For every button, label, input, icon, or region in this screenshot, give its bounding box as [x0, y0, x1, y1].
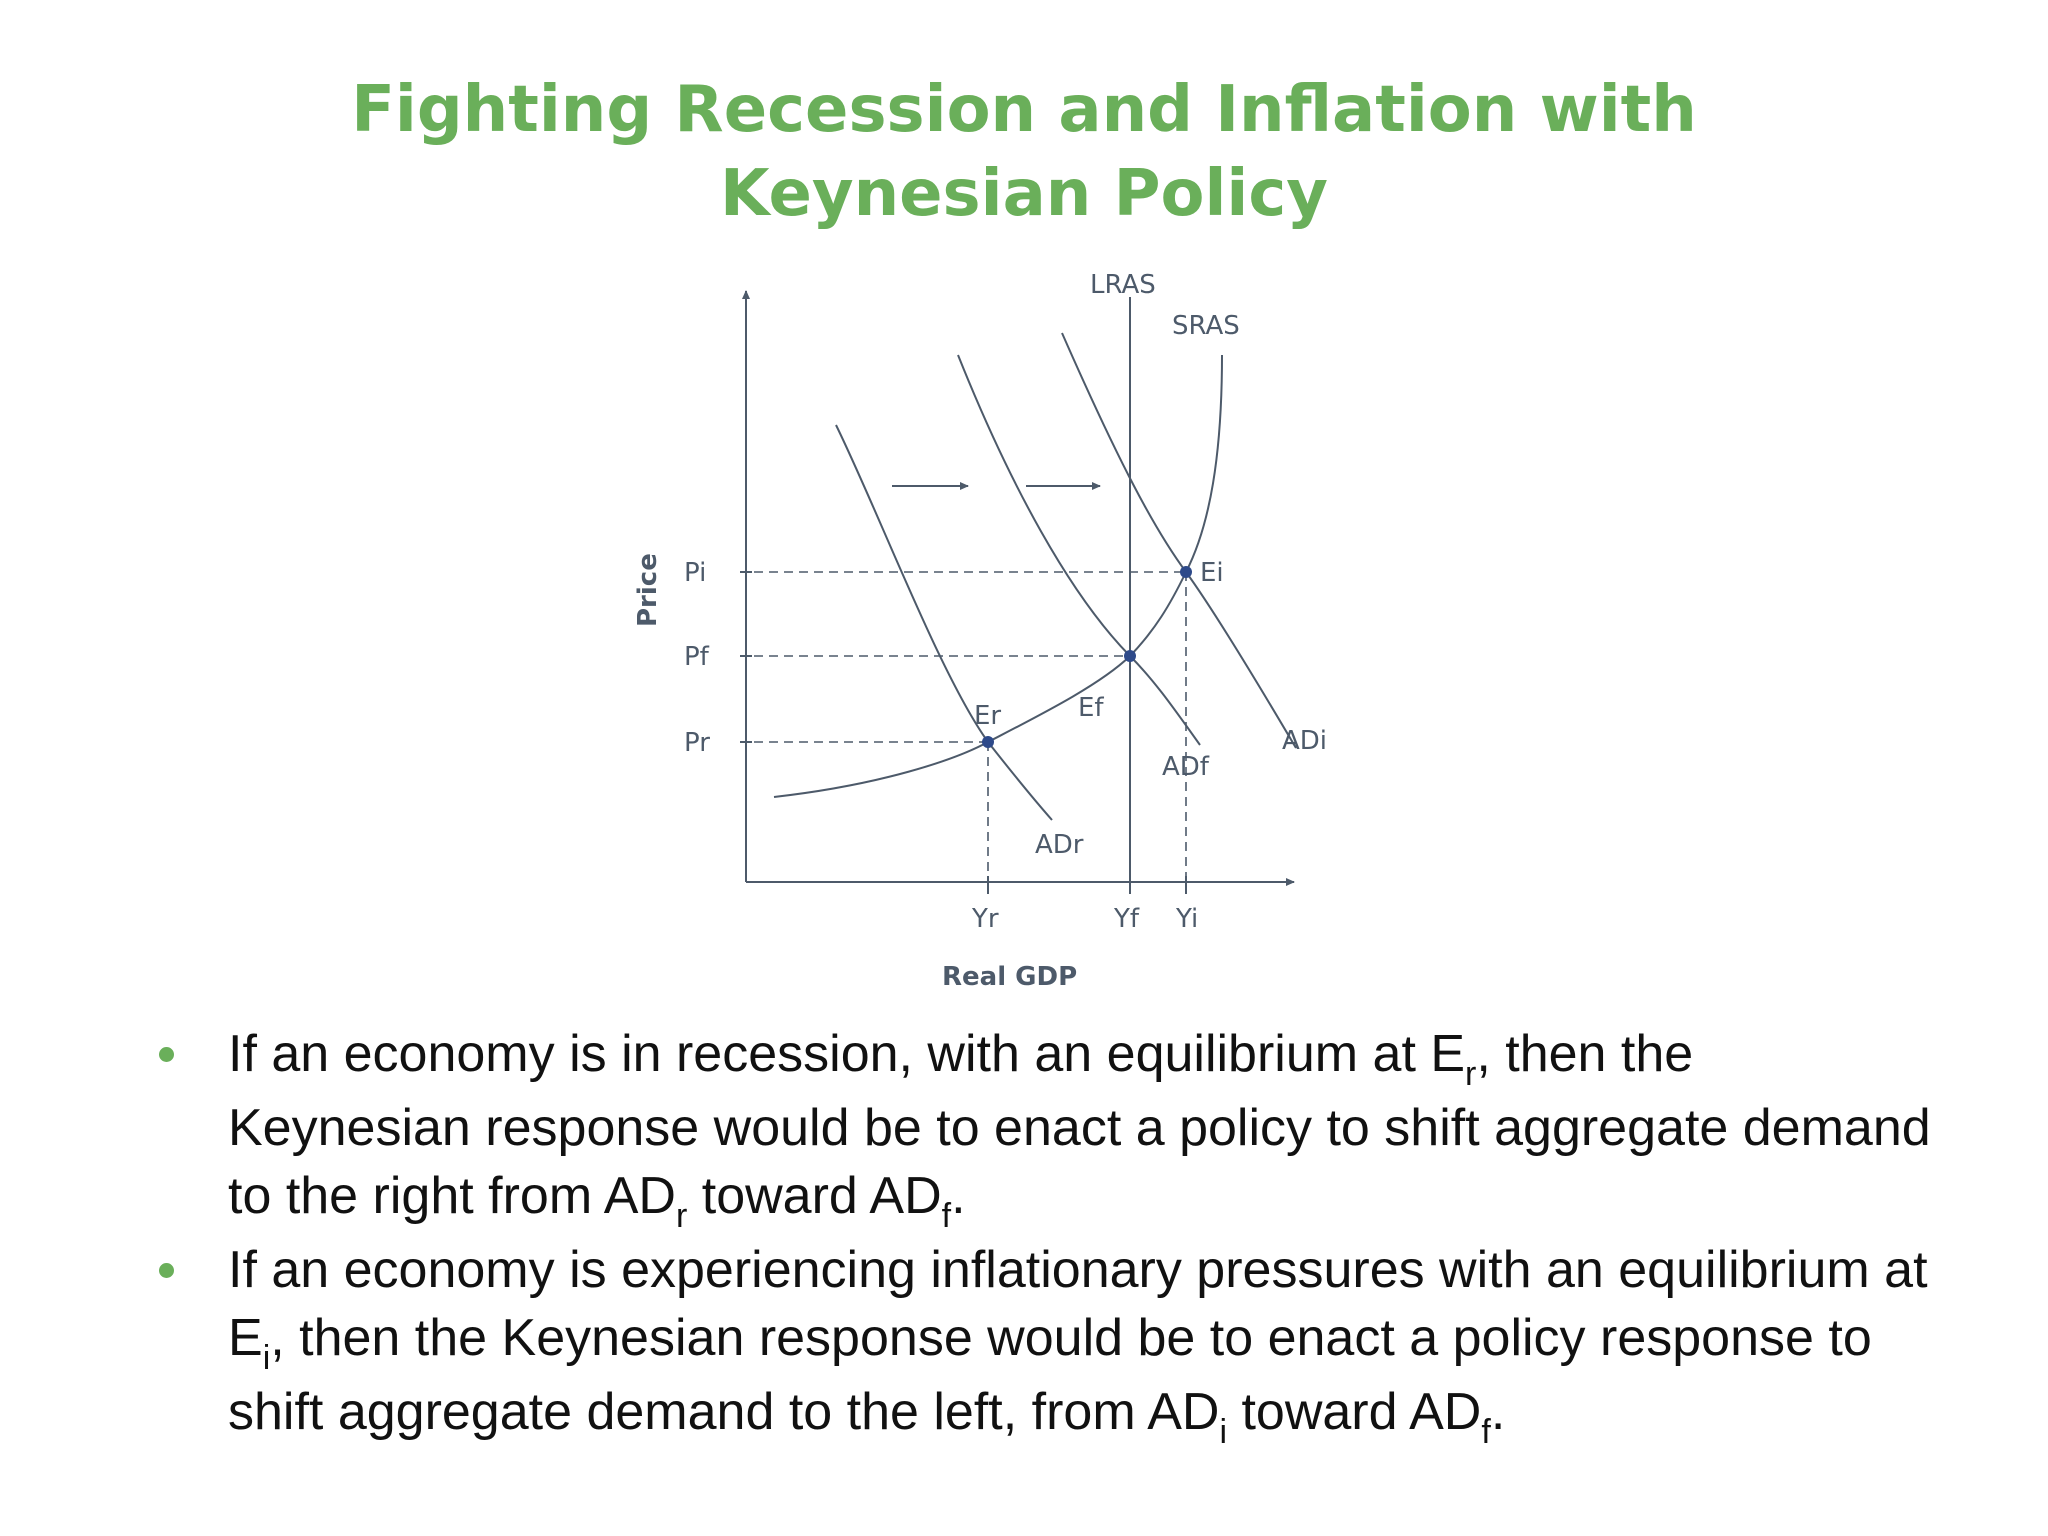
subscript-text: r: [675, 1197, 688, 1235]
er-point: [982, 736, 994, 748]
er-label: Er: [974, 701, 1002, 731]
bullet-text: If an economy is experiencing inflationary pressures with an equilibrium at E: [228, 1241, 1928, 1367]
ef-label: Ef: [1078, 693, 1104, 723]
subscript-text: f: [941, 1197, 952, 1235]
y-axis-label: Price: [633, 553, 663, 627]
tick-marks: [740, 572, 1186, 894]
title-line-2: Keynesian Policy: [719, 157, 1329, 231]
bullet-dot-icon: [159, 1263, 174, 1278]
subscript-text: r: [1465, 1055, 1477, 1093]
ef-point: [1124, 650, 1136, 662]
ad-as-diagram: [600, 255, 1360, 1005]
guide-lines: [754, 572, 1186, 882]
x-axis-label: Real GDP: [942, 962, 1078, 992]
ei-point: [1180, 566, 1192, 578]
subscript-text: i: [262, 1339, 271, 1377]
bullet-list: [148, 1020, 1948, 1452]
yf-label: Yf: [1114, 904, 1140, 934]
bullet-text: .: [951, 1167, 966, 1225]
bullet-dot-icon: [159, 1047, 174, 1062]
bullet-text: .: [1490, 1383, 1506, 1441]
pf-label: Pf: [684, 642, 709, 672]
slide-title: [0, 68, 2048, 236]
subscript-text: f: [1481, 1413, 1491, 1451]
bullet-text: If an economy is in recession, with an equilibrium at E: [228, 1025, 1466, 1083]
pi-label: Pi: [684, 558, 707, 588]
adf-label: ADf: [1162, 752, 1209, 782]
bullet-text: , then the Keynesian response would be to enact a policy to shift aggregate demand to the right from AD: [228, 1025, 1931, 1225]
subscript-text: i: [1219, 1413, 1228, 1451]
pr-label: Pr: [684, 728, 710, 758]
yi-label: Yi: [1176, 904, 1199, 934]
bullet-text: toward AD: [687, 1167, 942, 1225]
adi-label: ADi: [1282, 726, 1328, 756]
adr-label: ADr: [1035, 830, 1084, 860]
title-line-1: Fighting Recession and Inflation with: [351, 73, 1697, 147]
ei-label: Ei: [1200, 558, 1224, 588]
sras-label: SRAS: [1172, 311, 1240, 341]
lras-label: LRAS: [1090, 270, 1156, 300]
bullet-item: [148, 1236, 1948, 1452]
yr-label: Yr: [972, 904, 999, 934]
bullet-text: toward AD: [1227, 1383, 1482, 1441]
bullet-text: , then the Keynesian response would be to enact a policy response to shift aggregate demand to the left, from AD: [228, 1309, 1872, 1441]
adi-curve: [1062, 333, 1296, 748]
adf-curve: [958, 355, 1200, 745]
bullet-item: [148, 1020, 1948, 1236]
